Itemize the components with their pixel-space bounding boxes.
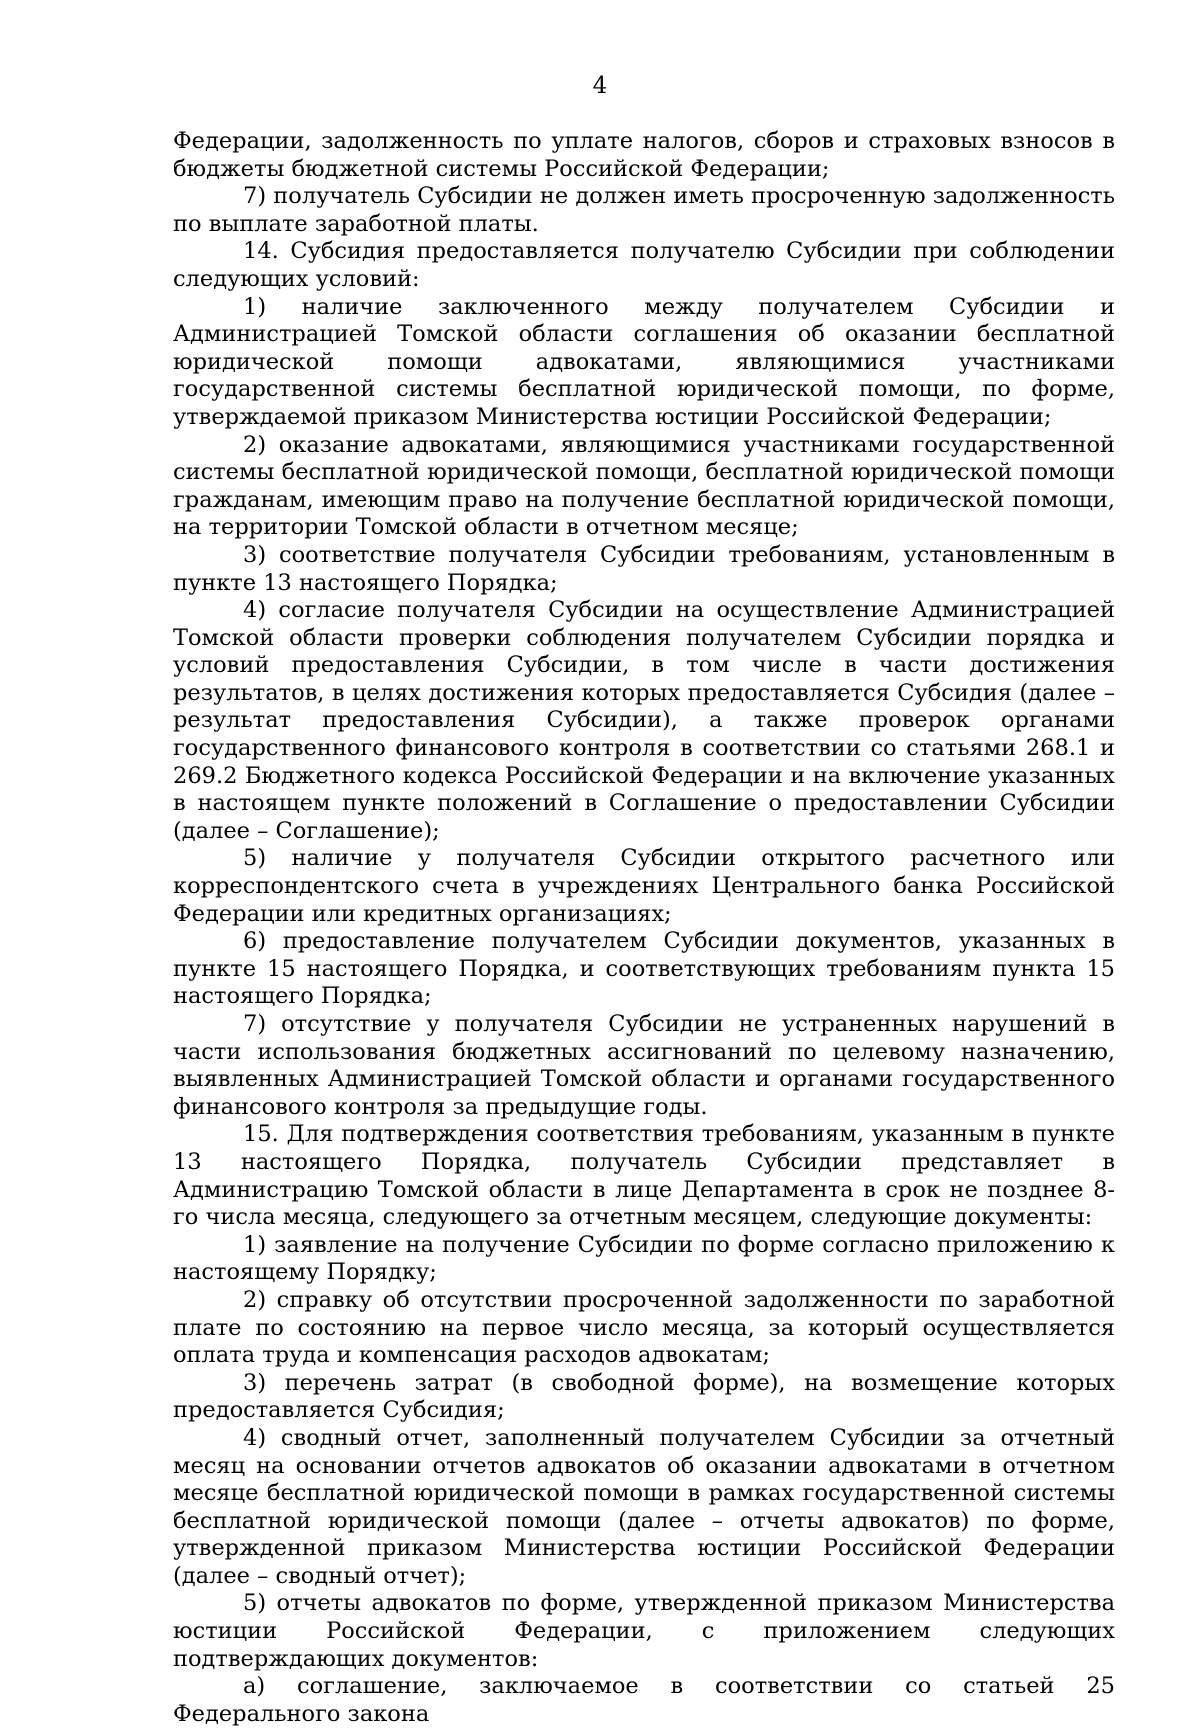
paragraph: 2) оказание адвокатами, являющимися участниками государственной системы бесплатной юридической помощи, бесплатной юридической помощи гражданам, имеющим право на получение бесплатной юридической помощи, на территории Томской области в отчетном месяце; — [173, 431, 1115, 541]
paragraph: 3) соответствие получателя Субсидии требованиям, установленным в пункте 13 настоящего Порядка; — [173, 541, 1115, 596]
document-body — [173, 128, 1115, 1728]
paragraph: 4) согласие получателя Субсидии на осуществление Администрацией Томской области проверки соблюдения получателем Субсидии порядка и условий предоставления Субсидии, в том числе в части достижения результатов, в целях достижения которых предоставляется Субсидия (далее – результат предоставления Субсидии), а также проверок органами государственного финансового контроля в соответствии со статьями 268.1 и 269.2 Бюджетного кодекса Российской Федерации и на включение указанных в настоящем пункте положений в Соглашение о предоставлении Субсидии (далее – Соглашение); — [173, 597, 1115, 844]
paragraph: Федерации, задолженность по уплате налогов, сборов и страховых взносов в бюджеты бюджетной системы Российской Федерации; — [173, 128, 1115, 182]
paragraph: 3) перечень затрат (в свободной форме), на возмещение которых предоставляется Субсидия; — [173, 1369, 1115, 1424]
paragraph: 7) отсутствие у получателя Субсидии не устраненных нарушений в части использования бюджетных ассигнований по целевому назначению, выявленных Администрацией Томской области и органами государственного финансового контроля за предыдущие годы. — [173, 1011, 1115, 1120]
paragraph: а) соглашение, заключаемое в соответствии со статьей 25 Федерального закона — [173, 1673, 1115, 1727]
paragraph: 2) справку об отсутствии просроченной задолженности по заработной плате по состоянию на первое число месяца, за который осуществляется оплата труда и компенсация расходов адвокатам; — [173, 1286, 1115, 1369]
paragraph: 5) наличие у получателя Субсидии открытого расчетного или корреспондентского счета в учреждениях Центрального банка Российской Федерации или кредитных организациях; — [173, 845, 1115, 927]
paragraph: 15. Для подтверждения соответствия требованиям, указанным в пункте 13 настоящего Порядка, получатель Субсидии представляет в Администрацию Томской области в лице Департамента в срок не позднее 8-го числа месяца, следующего за отчетным месяцем, следующие документы: — [173, 1121, 1115, 1231]
paragraph: 14. Субсидия предоставляется получателю Субсидии при соблюдении следующих условий: — [173, 238, 1115, 292]
paragraph: 4) сводный отчет, заполненный получателем Субсидии за отчетный месяц на основании отчетов адвокатов об оказании адвокатами в отчетном месяце бесплатной юридической помощи в рамках государственной системы бесплатной юридической помощи (далее – отчеты адвокатов) по форме, утвержденной приказом Министерства юстиции Российской Федерации (далее – сводный отчет); — [173, 1424, 1115, 1589]
paragraph: 7) получатель Субсидии не должен иметь просроченную задолженность по выплате заработной платы. — [173, 183, 1115, 237]
paragraph: 1) заявление на получение Субсидии по форме согласно приложению к настоящему Порядку; — [173, 1231, 1115, 1286]
page-number: 4 — [592, 73, 608, 99]
paragraph: 6) предоставление получателем Субсидии документов, указанных в пункте 15 настоящего Порядка, и соответствующих требованиям пункта 15 настоящего Порядка; — [173, 928, 1115, 1010]
paragraph: 5) отчеты адвокатов по форме, утвержденной приказом Министерства юстиции Российской Федерации, с приложением следующих подтверждающих документов: — [173, 1590, 1115, 1672]
paragraph: 1) наличие заключенного между получателем Субсидии и Администрацией Томской области соглашения об оказании бесплатной юридической помощи адвокатами, являющимися участниками государственной системы бесплатной юридической помощи, по форме, утверждаемой приказом Министерства юстиции Российской Федерации; — [173, 293, 1115, 430]
